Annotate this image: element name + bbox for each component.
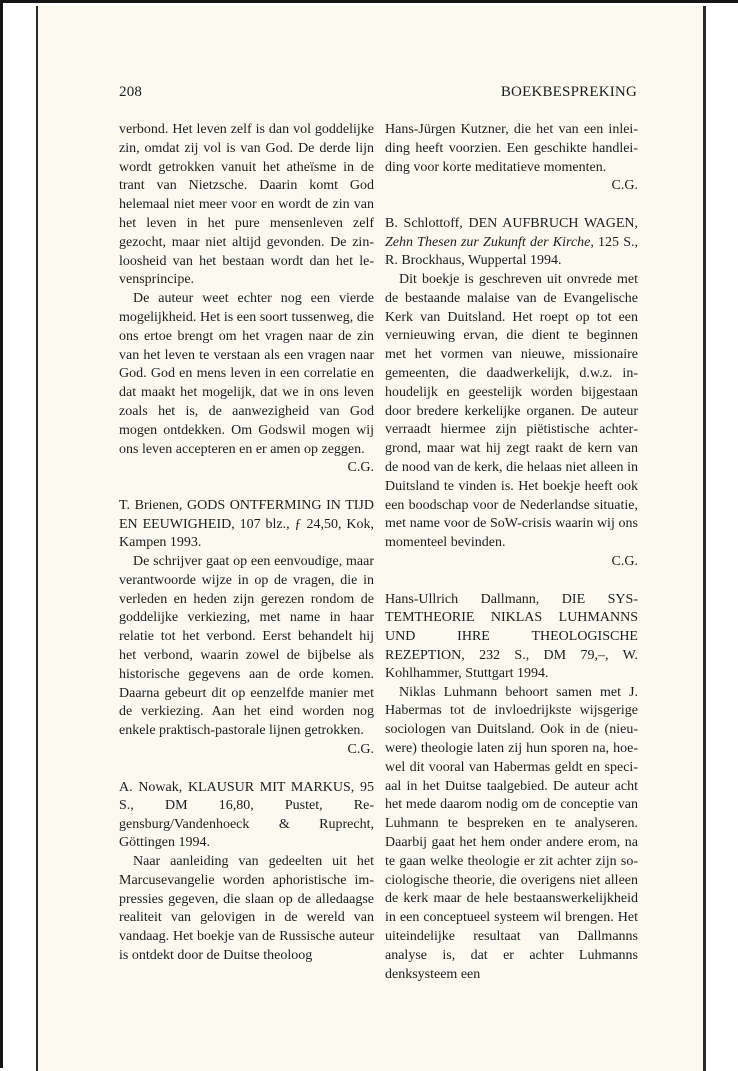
review-text-brienen: De schrijver gaat op een eenvoudige, maar verantwoorde wijze in op de vragen, die in verleden en heden zijn gerezen rondom de goddelijke verkiezing, met name in haar relatie tot het verbond. Eerst behandelt hij het verbond, waarin zowel de bijbelse als historische gegevens aan de orde komen. Daarna gebeurt dit op eenzelfde manier met de verkiezing. Aan het eind worden nog enkele praktisch-pastorale lijnen getrokken. <box>119 553 374 739</box>
review-text-dallmann: Niklas Luhmann behoort samen met J. Habermas tot de invloedrijkste wijsgerige sociologen van Duitsland. Ook in de (nieuwere) theologie laten zij hun sporen na, hoewel dit vooral van Habermas geldt en speciaal in het Duitse taalgebied. De auteur acht het mede daarom nodig om de conceptie van Luhmann te bespreken en te analyseren. Daarbij gaat het hem onder andere erom, na te gaan welke theologie er zit achter zijn sociologische theorie, die overigens niet alleen de kerk maar de hele bestaanswerkelijkheid in een conceptueel systeem wil brengen. Het uiteindelijke resultaat van Dallmanns analyse is, dat er achter Luhmanns denksysteem een <box>385 684 638 982</box>
reviewer-initials: C.G. <box>347 460 374 476</box>
review-bibliography-nowak: A. Nowak, KLAUSUR MIT MARKUS, 95 S., DM 16,80, Pustet, Regensburg/Vandenhoeck & Ruprecht, Göttingen 1994. <box>119 779 374 851</box>
review-text-schlottoff: Dit boekje is geschreven uit onvrede met de bestaande malaise van de Evangelische Kerk van Duitsland. Het roept op tot een vernieuwing ervan, die dient te beginnen met het vormen van nieuwe, missionaire gemeenten, die daadwerkelijk, d.w.z. inhoudelijk en geestelijk worden bijgestaan door bredere kerkelijke organen. De auteur verraadt hiermee zijn piëtistische achtergrond, maar wat hij zegt raakt de kern van de nood van de kerk, die helaas niet alleen in Duitsland te vinden is. Het boekje heeft ook een boodschap voor de Nederlandse situatie, met name voor de SoW-crisis waarin wij ons momenteel bevinden. <box>385 271 638 551</box>
reviewer-initials: C.G. <box>611 178 638 194</box>
left-paragraph-2: De auteur weet echter nog een vierde mogelijkheid. Het is een soort tussenweg, die ons ertoe brengt om het vragen naar de zin van het leven te verstaan als een vragen naar God. God en mens leven in een correlatie en dat maakt het mogelijk, dat we in ons leven zoals het is, de aanwezigheid van God mogen ontdekken. Om Godswil mogen wij ons leven accepteren en er amen op zeggen. <box>119 291 374 457</box>
running-title: BOEKBESPREKING <box>500 84 637 100</box>
right-paragraph-1: Hans-Jürgen Kutzner, die het van een inleiding heeft voorzien. Een geschikte handleiding voor korte meditatieve momenten. <box>385 122 638 175</box>
page-number: 208 <box>119 84 143 100</box>
bib-prefix: B. Schlottoff, DEN AUFBRUCH WAGEN, <box>385 216 638 232</box>
review-bibliography-brienen: T. Brienen, GODS ONTFERMING IN TIJD EN EEUWIGHEID, 107 blz., ƒ 24,50, Kok, Kampen 1993. <box>119 498 374 551</box>
review-bibliography-dallmann: Hans-Ullrich Dallmann, DIE SYSTEMTHEORIE NIKLAS LUHMANNS UND IHRE THEOLOGISCHE REZEPTION, 232 S., DM 79,–, W. Kohlhammer, Stuttgart 1994. <box>385 591 638 682</box>
right-column <box>385 121 638 984</box>
reviewer-initials: C.G. <box>611 553 638 569</box>
reviewer-initials: C.G. <box>347 741 374 757</box>
review-bibliography-schlottoff <box>385 215 638 271</box>
bib-subtitle: Zehn Thesen zur Zukunft der Kirche, <box>385 234 594 250</box>
review-text-nowak: Naar aanleiding van gedeelten uit het Marcusevangelie worden aphoristische impressies gegeven, die slaan op de alledaagse realiteit van gelovigen in de wereld van vandaag. Het boekje van de Russische auteur is ontdekt door de Duitse theoloog <box>119 854 374 964</box>
left-paragraph-1: verbond. Het leven zelf is dan vol goddelijke zin, omdat zij vol is van God. De derde lijn wordt getrokken vanuit het atheïsme in de trant van Nietzsche. Daarin komt God helemaal niet meer voor en wordt de zin van het leven in het pure mensenleven zelf gezocht, maar niet altijd gevonden. De zinloosheid van het bestaan wordt dan het levensprincipe. <box>119 122 374 288</box>
bib-suffix: 125 S., R. Brockhaus, Wuppertal 1994. <box>385 234 638 269</box>
left-column <box>119 121 374 966</box>
